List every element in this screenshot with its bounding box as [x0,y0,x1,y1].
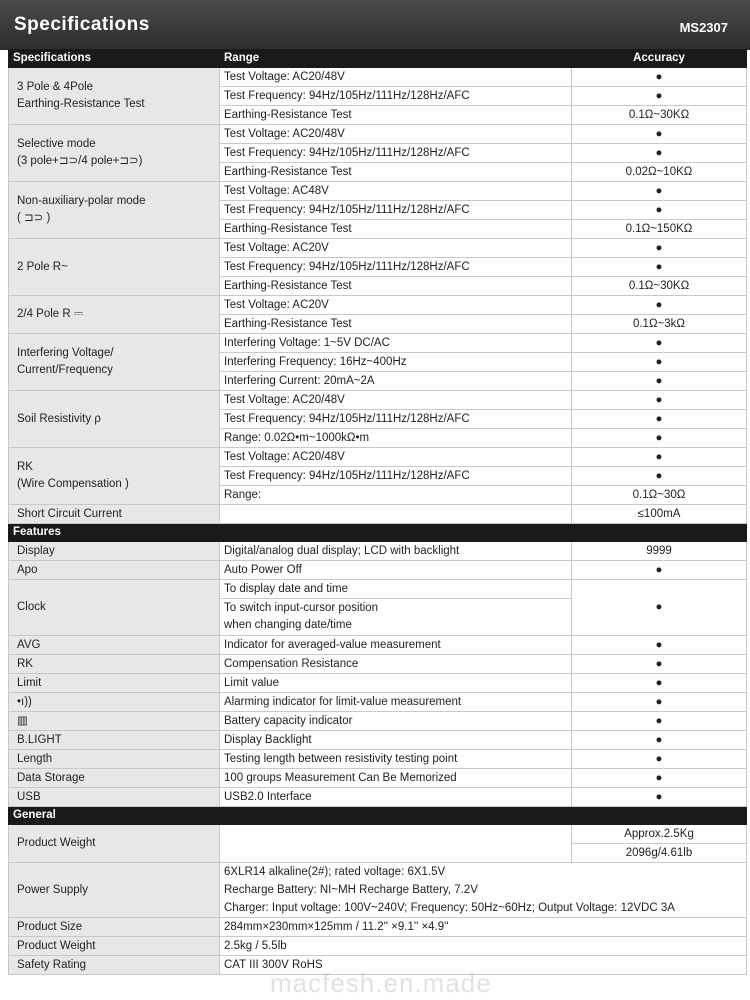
feature-accuracy: ● [572,750,747,769]
feature-name: ▥ [9,712,220,731]
spec-accuracy: ● [572,448,747,467]
spec-accuracy: ● [572,201,747,220]
spec-range [220,505,572,524]
feature-name: Data Storage [9,769,220,788]
spec-range: Interfering Voltage: 1~5V DC/AC [220,334,572,353]
spec-accuracy: 0.1Ω~3kΩ [572,315,747,334]
spec-row [9,296,747,315]
feature-desc: Digital/analog dual display; LCD with backlight [220,542,572,561]
spec-accuracy: 0.1Ω~30KΩ [572,277,747,296]
feature-row [9,693,747,712]
feature-accuracy: ● [572,769,747,788]
general-name: Product Weight [9,825,220,863]
spec-accuracy: 0.1Ω~30KΩ [572,106,747,125]
general-value: Approx.2.5Kg [572,825,747,844]
spec-row [9,391,747,410]
feature-desc: To display date and time [220,580,572,599]
feature-desc: Indicator for averaged-value measurement [220,636,572,655]
spec-accuracy: ● [572,410,747,429]
general-value: 2.5kg / 5.5lb [220,937,747,956]
spec-name: Soil Resistivity ρ [9,391,220,448]
spec-range: Range: 0.02Ω•m~1000kΩ•m [220,429,572,448]
general-value: CAT III 300V RoHS [220,956,747,975]
header-range: Range [220,50,572,68]
feature-desc: Alarming indicator for limit-value measurement [220,693,572,712]
feature-accuracy: ● [572,712,747,731]
spec-name: Short Circuit Current [9,505,220,524]
feature-name: B.LIGHT [9,731,220,750]
spec-range: Earthing-Resistance Test [220,315,572,334]
feature-desc: Display Backlight [220,731,572,750]
general-value: 6XLR14 alkaline(2#); rated voltage: 6X1.5V [220,863,747,882]
feature-accuracy: ● [572,636,747,655]
general-value: 2096g/4.61lb [572,844,747,863]
spec-name: RK (Wire Compensation ) [9,448,220,505]
feature-name: Length [9,750,220,769]
spec-name: 2/4 Pole R ⎓ [9,296,220,334]
spec-range: Test Frequency: 94Hz/105Hz/111Hz/128Hz/AFC [220,410,572,429]
feature-accuracy: ● [572,731,747,750]
spec-accuracy: ● [572,258,747,277]
spec-accuracy: ● [572,87,747,106]
spec-accuracy: 0.02Ω~10KΩ [572,163,747,182]
feature-accuracy: ● [572,788,747,807]
features-header: Features [9,524,747,542]
feature-accuracy: ● [572,693,747,712]
spec-row [9,334,747,353]
spec-range: Test Voltage: AC20V [220,239,572,258]
feature-row [9,542,747,561]
spec-range: Earthing-Resistance Test [220,163,572,182]
feature-name: Limit [9,674,220,693]
spec-range: Test Voltage: AC20/48V [220,391,572,410]
feature-accuracy: ● [572,561,747,580]
feature-row-clock [9,580,747,599]
spec-accuracy: ≤100mA [572,505,747,524]
spec-range: Test Frequency: 94Hz/105Hz/111Hz/128Hz/AFC [220,467,572,486]
general-name: Product Weight [9,937,220,956]
feature-row [9,788,747,807]
spec-row [9,239,747,258]
feature-desc: Compensation Resistance [220,655,572,674]
general-blank [220,825,572,863]
feature-desc: Battery capacity indicator [220,712,572,731]
feature-accuracy: ● [572,580,747,636]
general-row-weight [9,825,747,844]
spec-accuracy: ● [572,144,747,163]
spec-accuracy: ● [572,467,747,486]
spec-accuracy: 0.1Ω~150KΩ [572,220,747,239]
spec-accuracy: ● [572,372,747,391]
spec-range: Earthing-Resistance Test [220,277,572,296]
spec-name: 3 Pole & 4Pole Earthing-Resistance Test [9,68,220,125]
feature-row [9,636,747,655]
spec-row [9,68,747,87]
general-row-safety [9,956,747,975]
general-row-weight2 [9,937,747,956]
spec-row [9,125,747,144]
spec-range: Test Frequency: 94Hz/105Hz/111Hz/128Hz/AFC [220,201,572,220]
general-header: General [9,807,747,825]
spec-accuracy: ● [572,296,747,315]
spec-name: 2 Pole R~ [9,239,220,296]
general-name: Safety Rating [9,956,220,975]
general-value: Recharge Battery: NI~MH Recharge Battery, 7.2V [220,881,747,899]
spec-range: Test Voltage: AC20/48V [220,448,572,467]
feature-name: USB [9,788,220,807]
feature-desc: USB2.0 Interface [220,788,572,807]
spec-range: Earthing-Resistance Test [220,106,572,125]
feature-desc: To switch input-cursor position when changing date/time [220,599,572,636]
features-header-row [9,524,747,542]
spec-name: Selective mode (3 pole+⊐⊃/4 pole+⊐⊃) [9,125,220,182]
spec-range: Interfering Current: 20mA~2A [220,372,572,391]
watermark: macfesh.en.made [270,968,492,998]
feature-name: RK [9,655,220,674]
spec-range: Test Frequency: 94Hz/105Hz/111Hz/128Hz/AFC [220,144,572,163]
header-specifications: Specifications [9,50,220,68]
spec-range: Test Voltage: AC48V [220,182,572,201]
spec-range: Test Frequency: 94Hz/105Hz/111Hz/128Hz/AFC [220,258,572,277]
general-name: Product Size [9,918,220,937]
page-title: Specifications [14,14,150,35]
header-accuracy: Accuracy [572,50,747,68]
feature-name: AVG [9,636,220,655]
spec-header-row [9,50,747,68]
feature-desc: Auto Power Off [220,561,572,580]
feature-row [9,561,747,580]
spec-accuracy: ● [572,239,747,258]
feature-row [9,750,747,769]
feature-name: Clock [9,580,220,636]
spec-range: Test Voltage: AC20V [220,296,572,315]
spec-row [9,505,747,524]
spec-range: Earthing-Resistance Test [220,220,572,239]
feature-accuracy: 9999 [572,542,747,561]
spec-name: Non-auxiliary-polar mode ( ⊐⊃ ) [9,182,220,239]
feature-name: Display [9,542,220,561]
feature-row [9,731,747,750]
feature-desc: Limit value [220,674,572,693]
spec-accuracy: ● [572,182,747,201]
general-row-size [9,918,747,937]
feature-row [9,674,747,693]
spec-accuracy: ● [572,391,747,410]
spec-row [9,448,747,467]
spec-table [8,49,747,975]
general-name: Power Supply [9,863,220,918]
title-bar [0,0,750,50]
spec-range: Test Voltage: AC20/48V [220,68,572,87]
feature-desc: Testing length between resistivity testing point [220,750,572,769]
model-number: MS2307 [679,20,728,35]
feature-accuracy: ● [572,674,747,693]
general-row-power [9,863,747,882]
general-value: Charger: Input voltage: 100V~240V; Frequency: 50Hz~60Hz; Output Voltage: 12VDC 3A [220,899,747,918]
general-header-row [9,807,747,825]
feature-name: Apo [9,561,220,580]
spec-accuracy: ● [572,125,747,144]
spec-range: Interfering Frequency: 16Hz~400Hz [220,353,572,372]
feature-row [9,655,747,674]
spec-range: Test Voltage: AC20/48V [220,125,572,144]
spec-accuracy: ● [572,353,747,372]
feature-desc: 100 groups Measurement Can Be Memorized [220,769,572,788]
spec-row [9,182,747,201]
spec-accuracy: ● [572,68,747,87]
spec-range: Test Frequency: 94Hz/105Hz/111Hz/128Hz/AFC [220,87,572,106]
spec-accuracy: ● [572,334,747,353]
feature-name: •ı)) [9,693,220,712]
spec-range: Range: [220,486,572,505]
general-value: 284mm×230mm×125mm / 11.2'' ×9.1'' ×4.9'' [220,918,747,937]
feature-row [9,712,747,731]
spec-accuracy: ● [572,429,747,448]
feature-accuracy: ● [572,655,747,674]
spec-name: Interfering Voltage/ Current/Frequency [9,334,220,391]
spec-accuracy: 0.1Ω~30Ω [572,486,747,505]
feature-row [9,769,747,788]
